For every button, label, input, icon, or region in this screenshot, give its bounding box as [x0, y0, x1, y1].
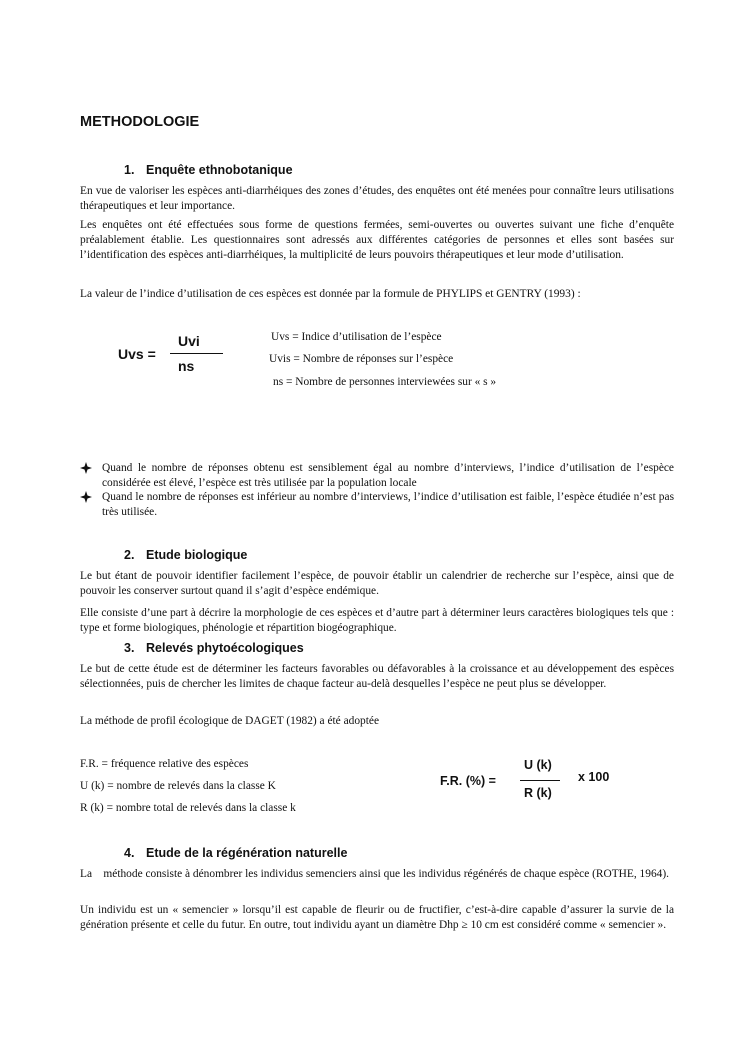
diamond-bullet-icon	[80, 491, 92, 503]
section-heading-regeneration	[124, 846, 347, 860]
formula-numerator: U (k)	[524, 758, 552, 772]
section-title: Enquête ethnobotanique	[146, 163, 293, 177]
paragraph: Elle consiste d’une part à décrire la morphologie de ces espèces et d’autre part à déterminer leurs caractères biologiques tels que : type et forme biologiques, phénologie et répartition biogéographique.	[80, 607, 674, 634]
formula-denominator: ns	[178, 358, 195, 374]
paragraph: Le but étant de pouvoir identifier facilement l’espèce, de pouvoir établir un calendrier de recherche sur l’espèce, ainsi que de pouvoir les conserver surtout quand il s’agit d’espèce endémique.	[80, 570, 674, 597]
formula-numerator: Uvi	[178, 333, 200, 349]
formula-multiplier: x 100	[578, 770, 610, 784]
list-item-text: Quand le nombre de réponses est inférieur au nombre d’interviews, l’indice d’utilisation est faible, l’espèce étudiée n’est pas très utilisée.	[102, 491, 674, 518]
formula-legend-line: Uvs = Indice d’utilisation de l’espèce	[271, 331, 442, 343]
section-heading-phytoecologiques	[124, 641, 304, 655]
section-heading-biologique	[124, 548, 247, 562]
section-number: 4.	[124, 846, 135, 860]
section-title: Etude biologique	[146, 548, 248, 562]
section-title: Relevés phytoécologiques	[146, 641, 304, 655]
formula-lhs: Uvs =	[118, 346, 156, 362]
formula-denominator: R (k)	[524, 786, 552, 800]
fr-legend-line: R (k) = nombre total de relevés dans la classe k	[80, 802, 296, 814]
diamond-bullet-icon	[80, 462, 92, 474]
list-item	[80, 490, 674, 520]
formula-legend-line: Uvis = Nombre de réponses sur l’espèce	[269, 353, 454, 365]
fr-legend-line: U (k) = nombre de relevés dans la classe K	[80, 780, 276, 792]
paragraph: En vue de valoriser les espèces anti-diarrhéiques des zones d’études, des enquêtes ont été menées pour connaître leurs utilisations thérapeutiques et leur importance.	[80, 185, 674, 212]
paragraph: Les enquêtes ont été effectuées sous forme de questions fermées, semi-ouvertes ou ouvertes suivant une fiche d’enquête préalablement établie. Les questionnaires sont adressés aux différentes catégories de personnes et elles sont basées sur l’identification des espèces anti-diarrhéiques, la multiplicité de leurs pouvoirs thérapeutiques et leur mode d’utilisation.	[80, 219, 674, 261]
paragraph: La méthode consiste à dénombrer les individus semenciers ainsi que les individus régénérés de chaque espèce (ROTHE, 1964).	[80, 868, 669, 880]
fraction-bar	[520, 780, 560, 781]
page-title: METHODOLOGIE	[80, 114, 200, 130]
fraction-bar	[170, 353, 223, 354]
paragraph: La valeur de l’indice d’utilisation de ces espèces est donnée par la formule de PHYLIPS et GENTRY (1993) :	[80, 288, 581, 300]
list-item-text: Quand le nombre de réponses obtenu est sensiblement égal au nombre d’interviews, l’indice d’utilisation de l’espèce considérée est élevé, l’espèce est très utilisée par la population locale	[102, 462, 674, 489]
list-item	[80, 461, 674, 491]
paragraph: Un individu est un « semencier » lorsqu’il est capable de fleurir ou de fructifier, c’est-à-dire capable d’assurer la survie de la génération présente et celle du futur. En outre, tout individu ayant un diamètre Dhp ≥ 10 cm est considéré comme « semencier ».	[80, 904, 674, 931]
formula-lhs: F.R. (%) =	[440, 774, 496, 788]
section-number: 3.	[124, 641, 135, 655]
section-number: 2.	[124, 548, 135, 562]
fr-legend-line: F.R. = fréquence relative des espèces	[80, 758, 249, 770]
section-title: Etude de la régénération naturelle	[146, 846, 348, 860]
section-heading-ethnobotanique	[124, 163, 293, 177]
section-number: 1.	[124, 163, 135, 177]
paragraph: La méthode de profil écologique de DAGET (1982) a été adoptée	[80, 715, 379, 727]
paragraph: Le but de cette étude est de déterminer les facteurs favorables ou défavorables à la croissance et au développement des espèces sélectionnées, puis de chercher les limites de chaque facteur au-delà desquelles l’espèce ne peut plus se développer.	[80, 663, 674, 690]
formula-legend-line: ns = Nombre de personnes interviewées sur « s »	[273, 376, 497, 388]
